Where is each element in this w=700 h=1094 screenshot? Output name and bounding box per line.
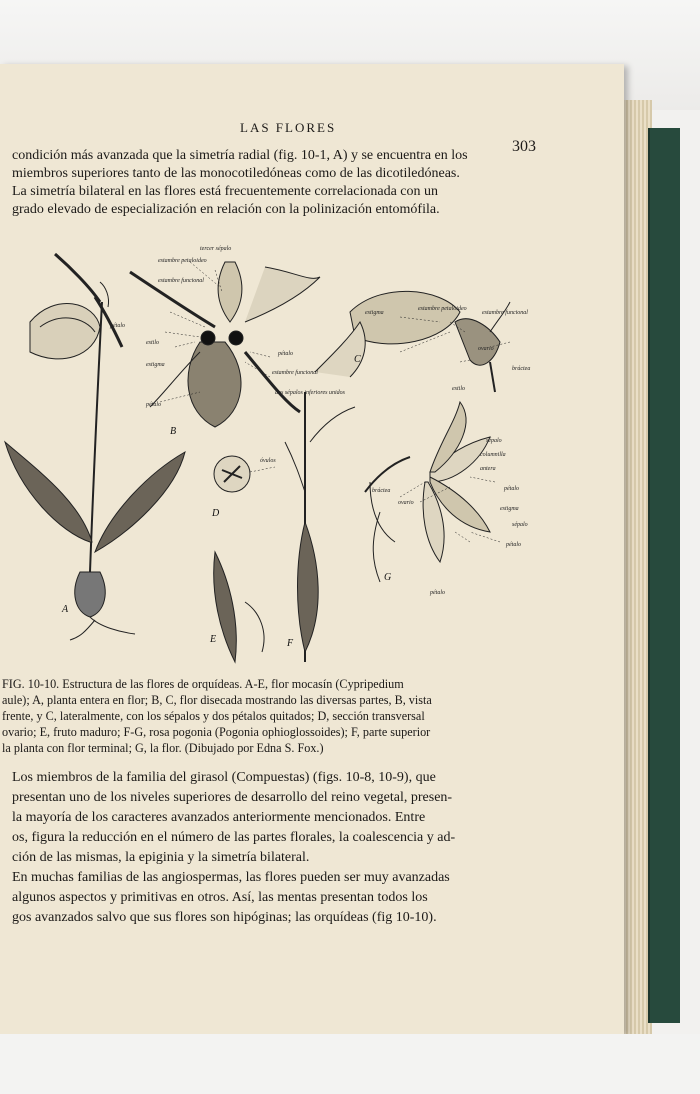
label-estambre-petaloideo: estambre petaloideo <box>158 258 207 264</box>
label-letter-f: F <box>287 638 294 649</box>
label-letter-g: G <box>384 572 392 583</box>
label-petalo-g3: pétalo <box>430 590 445 596</box>
label-estambre-funcional-2: estambre funcional <box>272 370 318 376</box>
label-bractea-c: bráctea <box>512 366 531 372</box>
background-bottom <box>0 1034 700 1094</box>
label-estilo-1: estilo <box>146 340 159 346</box>
page-number: 303 <box>512 138 536 155</box>
label-letter-a: A <box>62 604 69 615</box>
label-petalo-1: pétalo <box>110 323 125 329</box>
caption-line-4: ovario; E, fruto maduro; F-G, rosa pogonia (Pogonia ophioglossoides); F, parte superior <box>2 725 431 739</box>
label-antera: antera <box>480 466 496 472</box>
label-tercer-sepalo: tercer sépalo <box>200 246 232 252</box>
label-sepalo-g2: sépalo <box>512 522 528 528</box>
label-estigma-g: estigma <box>500 506 519 512</box>
label-petalo-b: pétalo <box>146 402 161 408</box>
label-letter-c: C <box>354 354 361 365</box>
label-estilo-c: estilo <box>452 386 465 392</box>
body-line-5: ción de las mismas, la epiginia y la simetría bilateral. <box>12 850 310 865</box>
label-estigma-1: estigma <box>146 362 165 368</box>
label-ovulos: óvulos <box>260 458 276 464</box>
caption-line-3: frente, y C, lateralmente, con los sépalos y dos pétalos quitados; D, sección transversal <box>2 709 425 723</box>
label-letter-b: B <box>170 426 177 437</box>
intro-line-3: La simetría bilateral en las flores está frecuentemente correlacionada con un <box>12 184 439 199</box>
label-bractea-g: bráctea <box>372 488 391 494</box>
caption-line-5: la planta con flor terminal; G, la flor. (Dibujado por Edna S. Fox.) <box>2 741 324 755</box>
orchid-figure <box>0 242 560 672</box>
label-estambre-petaloideo-c: estambre petaloideo <box>418 306 467 312</box>
label-sepalo-g: sépalo <box>486 438 502 444</box>
body-line-7: algunos aspectos y primitivas en otros. Así, las mentas presentan todos los <box>12 890 428 905</box>
label-estigma-c: estigma <box>365 310 384 316</box>
label-ovario-g: ovario <box>398 500 414 506</box>
book-cover-spine <box>648 128 680 1023</box>
caption-line-1: FIG. 10-10. Estructura de las flores de orquídeas. A-E, flor mocasín (Cypripedium <box>2 677 404 691</box>
label-columnilla: columnilla <box>480 452 506 458</box>
body-line-8: gos avanzados salvo que sus flores son hipóginas; las orquídeas (fig 10-10). <box>12 910 437 925</box>
label-dos-sepalos: dos sépalos inferiores unidos <box>275 390 345 396</box>
body-line-6: En muchas familias de las angiospermas, las flores pueden ser muy avanzadas <box>12 870 450 885</box>
intro-line-2: miembros superiores tanto de las monocotiledóneas como de las dicotiledóneas. <box>12 166 460 181</box>
intro-line-1: condición más avanzada que la simetría radial (fig. 10-1, A) y se encuentra en los <box>12 148 468 163</box>
label-letter-d: D <box>212 508 220 519</box>
label-estambre-funcional-1: estambre funcional <box>158 278 204 284</box>
body-line-4: os, figura la reducción en el número de las partes florales, la coalescencia y ad- <box>12 830 456 845</box>
label-petalo-g2: pétalo <box>506 542 521 548</box>
running-header: LAS FLORES <box>240 120 337 135</box>
caption-line-2: aule); A, planta entera en flor; B, C, flor disecada mostrando las diversas partes, B, vista <box>2 693 432 707</box>
body-line-3: la mayoría de los caracteres avanzados anteriormente mencionados. Entre <box>12 810 426 825</box>
label-petalo-g1: pétalo <box>504 486 519 492</box>
label-ovario-c: ovario <box>478 346 494 352</box>
intro-line-4: grado elevado de especialización en relación con la polinización entomófila. <box>12 202 440 217</box>
label-letter-e: E <box>210 634 217 645</box>
label-petalo-2: pétalo <box>278 351 293 357</box>
body-line-1: Los miembros de la familia del girasol (Compuestas) (figs. 10-8, 10-9), que <box>12 770 436 785</box>
label-estambre-funcional-c: estambre funcional <box>482 310 528 316</box>
body-line-2: presentan uno de los niveles superiores de desarrollo del reino vegetal, presen- <box>12 790 453 805</box>
book-page <box>0 64 624 1034</box>
